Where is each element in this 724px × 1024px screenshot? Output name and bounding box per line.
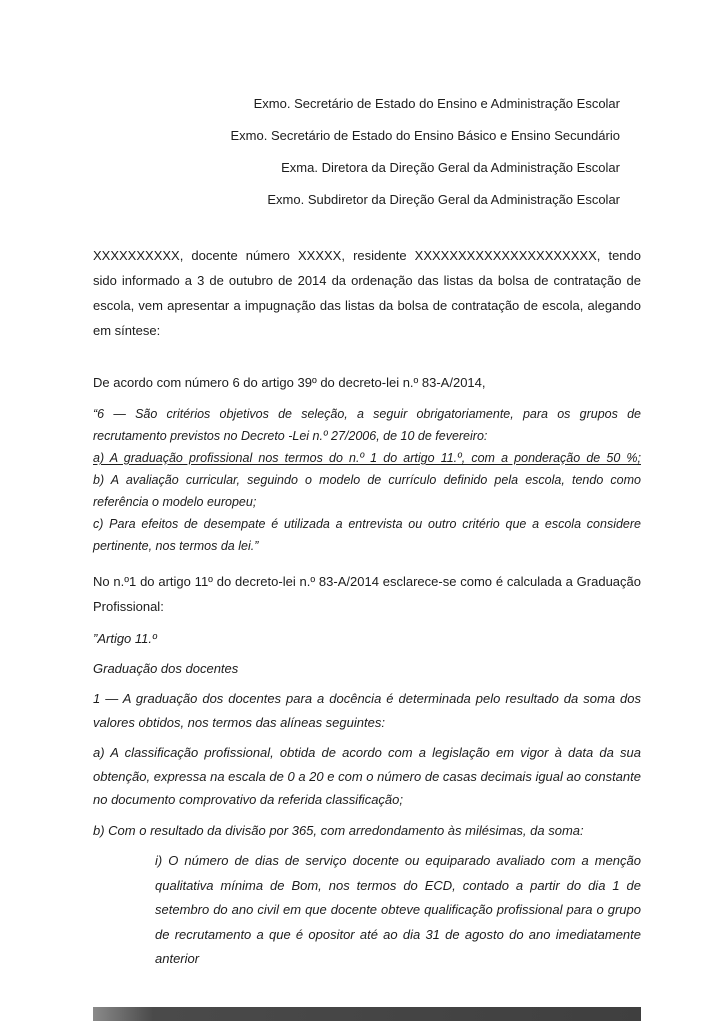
quote-39-item-a: a) A graduação profissional nos termos do n.º 1 do artigo 11.º, com a ponderação de 50 %; [93, 451, 641, 465]
quote-article-11 [93, 628, 641, 972]
article-11-item-a: a) A classificação profissional, obtida de acordo com a legislação em vigor à data da sua obtenção, expressa na escala de 0 a 20 e com o número de casas decimais igual ao constante no documento comprovativo da referida classificação; [93, 745, 641, 807]
article-11-item-b: b) Com o resultado da divisão por 365, com arredondamento às milésimas, da soma: [93, 822, 584, 838]
explanation-paragraph: No n.º1 do artigo 11º do decreto-lei n.º 83-A/2014 esclarece-se como é calculada a Graduação Profissional: [93, 574, 641, 614]
recipient-line-4: Exmo. Subdiretor da Direção Geral da Administração Escolar [267, 192, 620, 207]
article-11-subtitle: Graduação dos docentes [93, 661, 239, 676]
lead-in-line: De acordo com número 6 do artigo 39º do decreto-lei n.º 83-A/2014, [93, 375, 486, 390]
recipient-block [93, 0, 641, 216]
quote-39-item-b: b) A avaliação curricular, seguindo o modelo de currículo definido pela escola, tendo como referência o modelo europeu; [93, 473, 641, 509]
document-content [93, 0, 641, 972]
intro-paragraph: XXXXXXXXXX, docente número XXXXX, residente XXXXXXXXXXXXXXXXXXXXX, tendo sido informado a 3 de outubro de 2014 da ordenação das listas da bolsa de contratação de escola, vem apresentar a impugnação das listas da bolsa de contratação de escola, alegando em síntese: [93, 248, 641, 338]
recipient-line-3: Exma. Diretora da Direção Geral da Administração Escolar [281, 160, 620, 175]
article-11-item-b-i: i) O número de dias de serviço docente ou equiparado avaliado com a menção qualitativa mínima de Bom, nos termos do ECD, contado a partir do dia 1 de setembro do ano civil em que docente obteve qualificação profissional para o grupo de recrutamento a que é opositor até ao dia 31 de agosto do ano imediatamente anterior [155, 853, 641, 966]
article-11-title: ”Artigo 11.º [93, 631, 157, 646]
recipient-line-2: Exmo. Secretário de Estado do Ensino Básico e Ensino Secundário [230, 128, 620, 143]
scan-artifact-bar [93, 1007, 641, 1021]
quote-article-39 [93, 403, 641, 557]
quote-39-item-c: c) Para efeitos de desempate é utilizada a entrevista ou outro critério que a escola considere pertinente, nos termos da lei.” [93, 517, 641, 553]
recipient-line-1: Exmo. Secretário de Estado do Ensino e Administração Escolar [253, 96, 620, 111]
article-11-paragraph-1: 1 — A graduação dos docentes para a docência é determinada pelo resultado da soma dos valores obtidos, nos termos das alíneas seguintes: [93, 691, 641, 730]
quote-39-intro: “6 — São critérios objetivos de seleção, a seguir obrigatoriamente, para os grupos de recrutamento previstos no Decreto -Lei n.º 27/2006, de 10 de fevereiro: [93, 407, 641, 443]
